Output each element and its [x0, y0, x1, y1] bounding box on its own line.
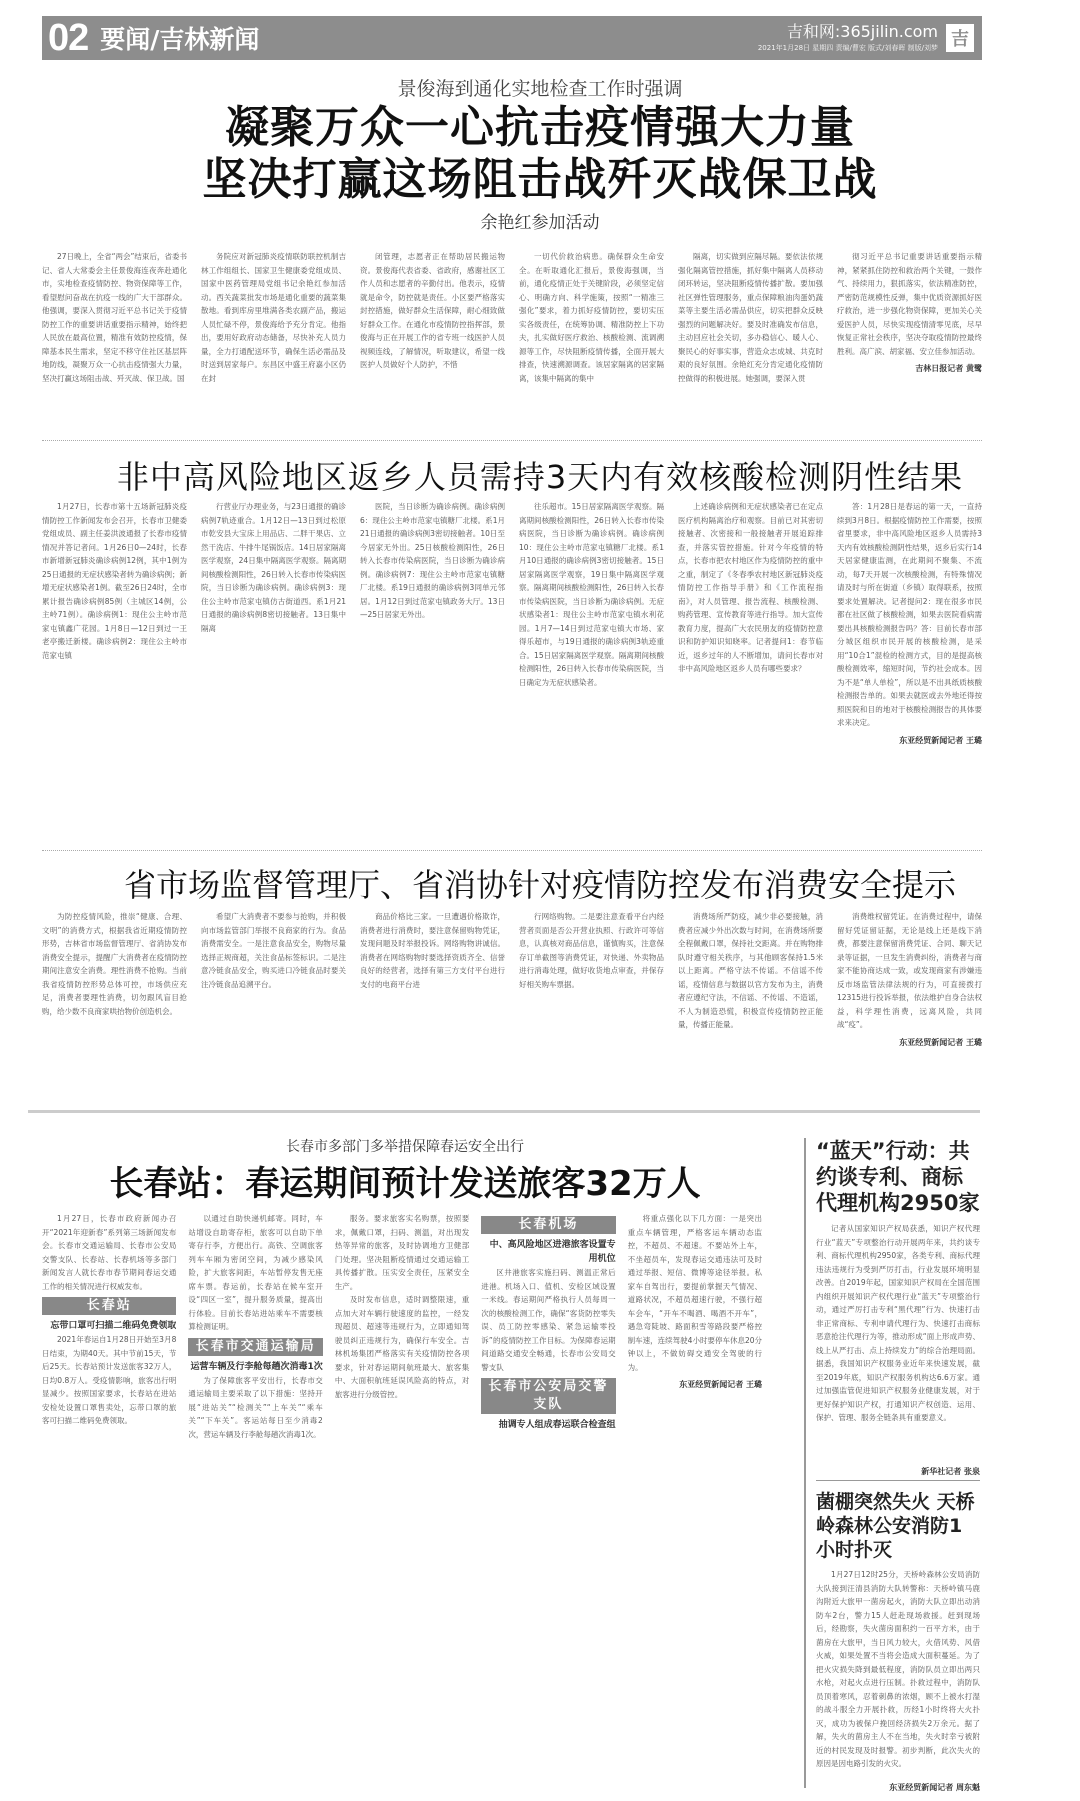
article4-col: 将重点强化以下几方面：一是突出重点车辆管理，严格客运车辆动态监控，不超员、不超速。不要站外上车，不坐超员车，发现春运交通违法可及时通过举报、短信、微博等途径举报。私家车自驾出行，要提前掌握天气情况、道路状况，不超员超速行驶，不强行超车会车，“开车不喝酒、喝酒不开车”，遇急弯陡坡、路面积雪等路段要严格控制车速，连续驾驶4小时要停车休息20分钟以上，不做妨碍交通安全驾驶的行为。 东亚经贸新闻记者 王璐 — [628, 1212, 762, 1792]
article1-col: 务院应对新冠肺炎疫情联防联控机制吉林工作组组长、国家卫生健康委党组成员、国家中医药管理局党组书记余艳红参加活动。西关蔬菜批发市场是通化重要的蔬菜集散地。看到库房里堆满各类农副产品，搬运人员忙碌不停，景俊海给予充分肯定。他指出，要用好政府动态储备，尽快补充人员力量，全力打通配送环节，确保生活必需品及时送到居家每户。东昌区中盛王府嘉小区仍在封 — [201, 252, 346, 383]
article2-col: 上述确诊病例和无症状感染者已在定点医疗机构隔离治疗和观察。目前已对其密切接触者、次密接和一般接触者开展追踪排查，并落实管控措施。针对今年疫情的特点，长春市把农村地区作为疫情防控的重中之重，制定了《冬春季农村地区新冠肺炎疫情防控工作指导手册》和《工作流程指南》，对人员管理、报告流程、核酸检测、购药管理、宣传教育等进行指导。加大宣传教育力度，提高广大农民朋友的疫情防控意识和防护知识知晓率。记者提问1：春节临近，返乡过年的人不断增加，请问长春市对非中高风险地区返乡人员有哪些要求？ — [678, 502, 823, 673]
site-url[interactable]: 吉和网:365jilin.com — [786, 22, 938, 41]
divider — [28, 1110, 980, 1113]
section-bar: 长春市公安局交警支队 — [481, 1378, 615, 1414]
article4-col: 1月27日，长春市政府新闻办召开“2021年迎新春”系列第三场新闻发布会。长春市交通运输局、长春市公安局交警支队、长春站、长春机场等多部门新闻发言人就长春市春节期间春运交通工作的相关情况进行权威发布。 长春站 忘带口罩可扫描二维码免费领取 2021年春运自1月28日开始至3月8日结束，为期40天。其中节前15天，节后25天。长春站预计发送旅客32万人，日均0.8万人。受疫情影响，旅客出行明显减少。按照国家要求，长春站在进站安检处设置口罩售卖处，忘带口罩的旅客可扫描二维码免费领取。 — [42, 1214, 177, 1425]
article3-col: 商品价格比三家。一旦遭遇价格欺诈，消费者进行消费时，要注意保留购物凭证，发现问题及时举报投诉。网络购物讲诚信。消费者在网络购物时要选择资质齐全、信誉良好的经营者，选择有第三方支付平台进行支付的电商平台进 — [360, 912, 505, 989]
article3-col: 希望广大消费者不要参与抢购，并积极向市场监管部门举报不良商家的行为。食品消费需安全。一是注意食品安全，购物尽量选择正规商超，关注食品标签标识。二是注意冷链食品安全，购买进口冷链食品时要关注冷链食品追溯平台。 — [201, 912, 346, 989]
article1-byline: 吉林日报记者 黄鹭 — [915, 364, 982, 373]
article1-col: 一切代价救治病患。确保群众生命安全。在听取通化汇报后，景俊海强调，当前，通化疫情正处于关键阶段，必须坚定信心、明确方向、科学施策，按照“一精准三强化”要求，着力抓好疫情防控，要切实压实各级责任，在统筹协调、精准防控上下功夫，扎实做好医疗救治、核酸检测、流调溯源等工作，尽快阻断疫情传播，全面开展大排查，快速溯源调查。该居家隔离的居家隔离，该集中隔离的集中 — [519, 252, 664, 383]
article4-kicker: 长春市多部门多举措保障春运安全出行 — [286, 1139, 524, 1155]
article2-col: 行营业厅办理业务，与23日通报的确诊病例7轨迹重合。1月12日—13日到过松原市乾安县大宝床上用品店、二胖干果店、立然干洗店、牛排牛尾锅饭店。14日居家隔离医学观察，24日集中隔离医学观察。隔离期间核酸检测阳性，26日转入长春市传染病医院，当日诊断为确诊病例。确诊病例3：现住公主岭市范家屯镇仿古街道西。系1月21日通报的确诊病例8密切接触者。13日集中隔离 — [201, 502, 346, 633]
article1-headline — [100, 102, 980, 206]
article1-col: 27日晚上，全省“两会”结束后，省委书记、省人大常委会主任景俊海连夜奔赴通化市，实地检查疫情防控、物资保障等工作，看望慰问奋战在抗疫一线的广大干部群众。他强调，要深入贯彻习近平总书记关于疫情防控工作的重要讲话重要指示精神，始终把人民放在最高位置，精准有效防控疫情，保障基本民生需求，坚定不移守住社区基层阵地防线，凝聚万众一心抗击疫情强大力量，坚决打赢这场阻击战、歼灭战、保卫战。国 — [42, 252, 187, 383]
sidebar1-headline: “蓝天”行动：共约谈专利、商标代理机构2950家 — [816, 1139, 980, 1215]
article4-col: 以通过自助快递机邮寄。同时，车站增设自助寄存柜，旅客可以自助下单寄存行李，方便出行。高铁、空调旅客列车车厢为密闭空间，为减少感染风险，扩大旅客间距，车站暂停发售无座席车票。春运前，长春站在候车室开设“四区一室”，提升服务质量，提高出行体验。目前长春站进站乘车不需要核算检测证明。 长春市交通运输局 运营车辆及行李舱每趟次消毒1次 为了保障旅客平安出行，长春市交通运输局主要采取了以下措施：坚持开展“进站关”“检测关”“上车关”“乘车关”“下车关”。客运站每日至少消毒2次，营运车辆及行李舱每趟次消毒1次。 — [188, 1214, 323, 1439]
sidebar2-byline: 东亚经贸新闻记者 周东魁 — [889, 1783, 980, 1792]
masthead — [42, 16, 982, 60]
section-title: 要闻/吉林新闻 — [100, 25, 260, 54]
article3-col: 消费场所严防疫，减少非必要接触，消费者应减少外出次数与时间，在消费场所要全程佩戴口罩，保持社交距离。并在购物排队时遵守相关秩序，与其他顾客保持1.5米以上距离。严格守法不传谣。不信谣不传谣，疫情信息与数据以官方发布为主，消费者应遵纪守法，不信谣、不传谣、不造谣，不人为制造恐慌，积极宣传疫情防控正能量，传播正能量。 — [678, 912, 823, 1029]
article2-col: 往乐超市。15日居家隔离医学观察。隔离期间核酸检测阳性，26日转入长春市传染病医院，当日诊断为确诊病例。确诊病例10：现住公主岭市范家屯镇糖厂北楼。系1月10日通报的确诊病例3密切接触者。15日居家隔离医学观察，19日集中隔离医学观察。隔离期间核酸检测阳性，26日转入长春市传染病医院，当日诊断为确诊病例。无症状感染者1：现住公主岭市范家屯镇水利花园。1月7—14日到过范家屯镇大市场、家得乐超市，与19日通报的确诊病例3轨迹重合。15日居家隔离医学观察。隔离期间核酸检测阳性，26日转入长春市传染病医院，当日确定为无症状感染者。 — [519, 502, 664, 687]
article1-kicker: 景俊海到通化实地检查工作时强调 — [397, 78, 683, 100]
page-number: 02 — [48, 16, 89, 59]
sidebar1-byline: 新华社记者 张泉 — [921, 1467, 980, 1476]
article1-col: 隔离，切实做到应隔尽隔。要依法依规强化隔离管控措施，抓好集中隔离人员移动闭环转运，坚决阻断疫情传播扩散。要加强社区弹性管理服务，重点保障粮油肉蛋奶蔬菜等主要生活必需品供应，切实把群众反映强烈的问题解决好。要及时准确发布信息，主动回应社会关切，多办稳信心、暖人心、聚民心的好事实事，营造众志成城、共克时艰的良好氛围。余艳红充分肯定通化疫情防控做得的积极进展。她强调，要深入贯 — [678, 252, 823, 383]
masthead-info — [758, 22, 938, 54]
newspaper-logo-icon: 吉 — [946, 24, 974, 52]
article4-col: 服务。要求旅客实名购票，按照要求，佩戴口罩，扫码、测温，对出现发热等异常的旅客，及时协调地方卫健部门处理。坚决阻断疫情通过交通运输工具传播扩散。压实安全责任，压紧安全生产。 及时发布信息，适时调整限速，重点加大对车辆行驶速度的监控，一经发现超员、超速等违规行为，立即通知驾驶员纠正违规行为，确保行车安全。吉林机场集团严格落实有关疫情防控各项要求，针对春运期间航班最大、旅客集中、大面积航班延误风险高的特点，对旅客进行分级管控。 — [334, 1214, 470, 1399]
article3-byline: 东亚经贸新闻记者 王璐 — [899, 1037, 982, 1047]
section-subhead: 忘带口罩可扫描二维码免费领取 — [50, 1321, 177, 1331]
section-bar: 长春站 — [42, 1297, 176, 1315]
section-subhead: 运营车辆及行李舱每趟次消毒1次 — [190, 1361, 323, 1372]
article1-body — [42, 250, 982, 430]
column-rule — [804, 1138, 806, 1788]
article3-col: 行网络购物。二是要注意查看平台内经营者页面是否公开营业执照、行政许可等信息，认真核对商品信息，谨慎购买，注意保存订单截图等消费凭证，对快递、外卖物品进行消毒处理，做好收货地点审查，并保存好相关购车票据。 — [519, 912, 664, 989]
section-bar: 长春市交通运输局 — [188, 1338, 322, 1356]
sidebar2-headline: 菌棚突然失火 天桥岭森林公安消防1小时扑灭 — [816, 1491, 975, 1561]
section-subhead: 中、高风险地区进港旅客设置专用机位 — [489, 1240, 616, 1264]
article1-col: 彻习近平总书记重要讲话重要指示精神，紧紧抓住防控和救治两个关键，一鼓作气、持续用力，狠抓落实，依法精准防控，严密防范规模性反弹，集中优质资源抓好医疗救治，进一步强化物资保障，更加关心关爱医护人员，尽快实现疫情清零见底，尽早恢复正常社会秩序，坚决夺取疫情防控最终胜利。高广滨、胡家福、安立佳参加活动。 吉林日报记者 黄鹭 — [837, 250, 982, 430]
section-bar: 长春机场 — [481, 1216, 615, 1234]
divider — [816, 1480, 980, 1481]
article2-col: 答：1月28日是春运的第一天，一直持续到3月8日。根据疫情防控工作需要，按照省里要求，非中高风险地区返乡人员需持3天内有效核酸检测阴性结果，返乡后实行14天居家健康监测，在此期间不聚集、不流动，每7天开展一次核酸检测，有特殊情况请及时与所在街道（乡镇）取得联系，按照要求处置解决。记者提问2：现在很多市民都在社区做了核酸检测，如果去医院看病需要出具核酸检测报告吗？答：目前长春市部分城区组织市民开展的核酸检测，是采用“10合1”混检的检测方式，目的是提高核酸检测效率，缩短时间，节约社会成本。因为不是“单人单检”，所以是不出具纸质核酸检测报告单的。如果去就医或去外地还得按照医院和目的地对于核酸检测报告的具体要求来决定。 东亚经贸新闻记者 王璐 — [837, 500, 982, 850]
article2-headline: 非中高风险地区返乡人员需持3天内有效核酸检测阴性结果 — [116, 458, 964, 496]
article4-body — [42, 1212, 762, 1792]
divider — [42, 440, 982, 441]
article1-subtitle: 余艳红参加活动 — [480, 213, 600, 233]
article3-col: 为防控疫情风险，推崇“健康、合理、文明”的消费方式，根据我省近期疫情防控形势，吉林省市场监督管理厅、省消协发布消费安全提示，提醒广大消费者在疫情防控期间注意安全消费。理性消费不抢购。当前我省疫情防控形势总体可控，市场供应充足，消费者要理性消费，切勿跟风盲目抢购，给少数不良商家哄抬物价创造机会。 — [42, 912, 187, 1016]
issue-meta: 2021年1月28日 星期四 责编/曹宏 版式/刘春晖 制版/刘梦 — [757, 44, 938, 52]
sidebar1-body: 记者从国家知识产权局获悉，知识产权代理行业“蓝天”专项整治行动开展两年来，共约谈专利、商标代理机构2950家，各类专利、商标代理违法违规行为受到严厉打击，行业发展环境明显改善。自2019年起，国家知识产权局在全国范围内组织开展知识产权代理行业“蓝天”专项整治行动，通过严厉打击专利“黑代理”行为、快速打击非正常商标、专利申请代理行为、快速打击商标恶意抢注代理行为等，推动形成“面上形成声势、线上从严打击、点上持续发力”的综合治理局面。据悉，我国知识产权服务业近年来快速发展，截至2019年底，知识产权服务机构达6.6万家。通过加强监管促进知识产权服务业健康发展，对于更好保护知识产权，打通知识产权创造、运用、保护、管理、服务全链条具有重要意义。 — [816, 1224, 980, 1422]
sidebar2 — [816, 1490, 980, 1793]
article3-col: 消费维权留凭证。在消费过程中，请保留好凭证留证据，无论是线上还是线下消费，都要注意保留消费凭证、合同、聊天记录等证据，一旦发生消费纠纷，消费者与商家不能协商达成一致，或发现商家有涉嫌违反市场监管法律法规的行为，可直接拨打12315进行投诉举报，依法维护自身合法权益，科学理性消费，远离风险，共同战“疫”。 东亚经贸新闻记者 王璐 — [837, 910, 982, 1110]
article4-col: 长春机场 中、高风险地区进港旅客设置专用机位 区井港旅客实施扫码、测温正常后进港。机场入口、值机、安检区域设置一米线。春运期间严格执行人员每周一次的核酸检测工作，确保“客货防控零失误、员工防控零感染、紧急运输零投诉”的疫情防控工作目标。为保障春运期间道路交通安全畅通，长春市公安局交警支队 长春市公安局交警支队 抽调专人组成春运联合检查组 — [481, 1217, 616, 1430]
sidebar2-body: 1月27日12时25分，天桥岭森林公安局消防大队接到汪清县消防大队转警称：天桥岭镇马鹿沟附近大旅甲一菌房起火，消防大队立即出动消防车2台，警力15人赶赴现场救援。赶到现场后，经勘察，失火菌房面积约一百平方米，由于菌房在大旅甲，当日风力较大，火借风势、风借火威，如果处置不当将会造成大面积蔓延。为了把火灾损失降到最低程度，消防队员立即出两只水枪，对起火点进行压制。扑救过程中，消防队员顶着寒风，忍着刺鼻的浓烟，顾不上被水打湿的战斗服全力开展扑救，历经1小时终将大火扑灭，成功为被保户挽回经济损失2万余元。据了解，失火的菌房主人不在当地，失火时幸亏被附近的村民发现及时报警。初步判断，此次失火的原因是因电路引发的火灾。 — [816, 1570, 980, 1768]
article1-col: 闭管理，志愿者正在帮助居民搬运物资。景俊海代表省委、省政府，感谢社区工作人员和志愿者的辛勤付出。他表示，疫情就是命令，防控就是责任。小区要严格落实封控措施，做好群众生活保障，耐心细致做好群众工作。在通化市疫情防控指挥部，景俊海与正在开展工作的省专班一线医护人员视频连线，了解情况，听取建议，希望一线医护人员做好个人防护，不惜 — [360, 252, 505, 369]
divider — [42, 850, 982, 851]
article4-byline: 东亚经贸新闻记者 王璐 — [679, 1380, 763, 1389]
article2-byline: 东亚经贸新闻记者 王璐 — [899, 735, 982, 745]
article2-col: 1月27日，长春市第十五场新冠肺炎疫情防控工作新闻发布会召开，长春市卫健委党组成员、副主任姜洪波通报了长春市疫情情况并答记者问。1月26日0—24时，长春市新增新冠肺炎确诊病例12例，其中1例为25日通报的无症状感染者转为确诊病例；新增无症状感染者1例。截至26日24时，全市累计报告确诊病例85例（主城区14例，公主岭71例）。确诊病例1：现住公主岭市范家屯镇鑫广花园。1月8日—12日到过一王老亭搬迁新楼。确诊病例2：现住公主岭市范家屯镇 — [42, 502, 187, 660]
article2-col: 医院，当日诊断为确诊病例。确诊病例6：现住公主岭市范家屯镇糖厂北楼。系1月21日通报的确诊病例3密切接触者。10日至今居家无外出。25日核酸检测阳性，26日转入长春市传染病医院，当日诊断为确诊病例。确诊病例7：现住公主岭市范家屯镇糖厂北楼。系19日通报的确诊病例3同单元邻居。1月12日到过范家屯镇政务大厅。13日—25日居家无外出。 — [360, 502, 505, 619]
sidebar1 — [816, 1138, 980, 1477]
article4-headline: 长春站：春运期间预计发送旅客32万人 — [109, 1164, 701, 1204]
article1-headline-line2: 坚决打赢这场阻击战歼灭战保卫战 — [202, 154, 878, 205]
section-subhead: 抽调专人组成春运联合检查组 — [498, 1420, 616, 1430]
article3-body — [42, 910, 982, 1110]
article2-body — [42, 500, 982, 850]
article3-headline: 省市场监督管理厅、省消协针对疫情防控发布消费安全提示 — [123, 866, 956, 904]
article1-headline-line1: 凝聚万众一心抗击疫情强大力量 — [225, 102, 855, 153]
